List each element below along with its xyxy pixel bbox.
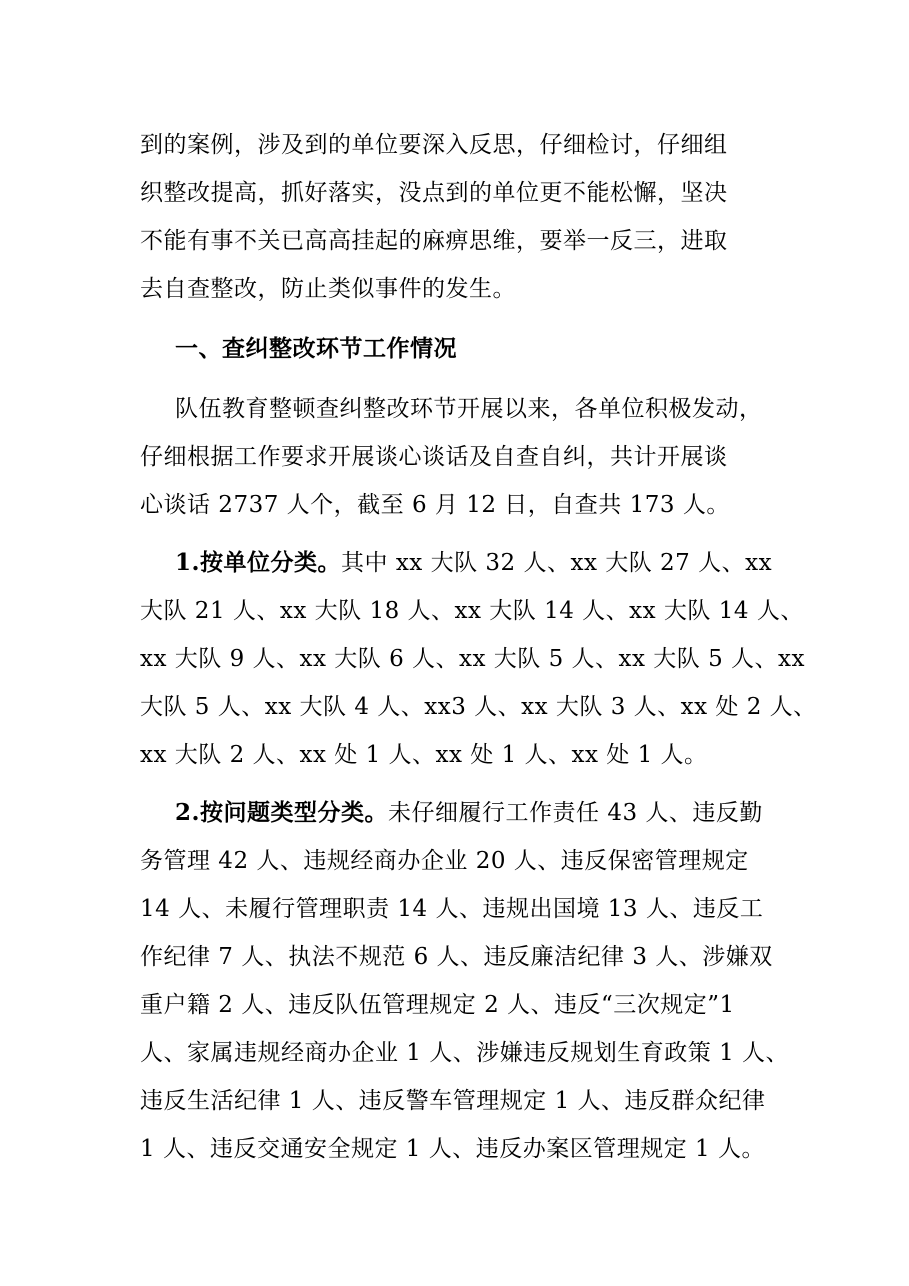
intro-line-4: 去自查整改，防止类似事件的发生。 [140,276,516,302]
intro-line-3: 不能有事不关已高高挂起的麻痹思维，要举一反三，进取 [140,228,728,254]
by-unit-line-1 [175,548,772,578]
intro-line-1: 到的案例，涉及到的单位要深入反思，仔细检讨，仔细组 [140,132,728,158]
by-type-line-8: 1 人、违反交通安全规定 1 人、违反办案区管理规定 1 人。 [140,1136,765,1162]
section-heading: 一、查纠整改环节工作情况 [175,335,457,362]
by-type-line-6: 人、家属违规经商办企业 1 人、涉嫌违反规划生育政策 1 人、 [140,1040,790,1066]
by-type-line-7: 违反生活纪律 1 人、违反警车管理规定 1 人、违反群众纪律 [140,1088,766,1114]
by-unit-line-2: 大队 21 人、xx 大队 18 人、xx 大队 14 人、xx 大队 14 人、 [140,598,804,624]
by-type-text: 未仔细履行工作责任 43 人、违反勤 [388,800,763,826]
by-unit-text: 其中 xx 大队 32 人、xx 大队 27 人、xx [341,550,773,576]
by-unit-line-4: 大队 5 人、xx 大队 4 人、xx3 人、xx 大队 3 人、xx 处 2 人、 [140,694,817,720]
overview-line-1: 队伍教育整顿查纠整改环节开展以来，各单位积极发动， [175,396,763,422]
by-unit-line-5: xx 大队 2 人、xx 处 1 人、xx 处 1 人、xx 处 1 人。 [140,742,708,768]
by-type-line-2: 务管理 42 人、违规经商办企业 20 人、违反保密管理规定 [140,848,749,874]
by-type-label: 2.按问题类型分类。 [175,799,389,826]
by-type-line-3: 14 人、未履行管理职责 14 人、违规出国境 13 人、违反工 [140,896,764,922]
by-type-line-1 [175,798,763,828]
overview-line-2: 仔细根据工作要求开展谈心谈话及自查自纠，共计开展谈 [140,444,728,470]
intro-line-2: 织整改提高，抓好落实，没点到的单位更不能松懈，坚决 [140,180,728,206]
overview-line-3: 心谈话 2737 人个，截至 6 月 12 日，自查共 173 人。 [140,492,730,518]
by-unit-line-3: xx 大队 9 人、xx 大队 6 人、xx 大队 5 人、xx 大队 5 人、xx [140,646,805,672]
by-type-line-4: 作纪律 7 人、执法不规范 6 人、违反廉洁纪律 3 人、涉嫌双 [140,944,773,970]
by-type-line-5: 重户籍 2 人、违反队伍管理规定 2 人、违反“三次规定”1 [140,992,735,1018]
by-unit-label: 1.按单位分类。 [175,549,342,576]
